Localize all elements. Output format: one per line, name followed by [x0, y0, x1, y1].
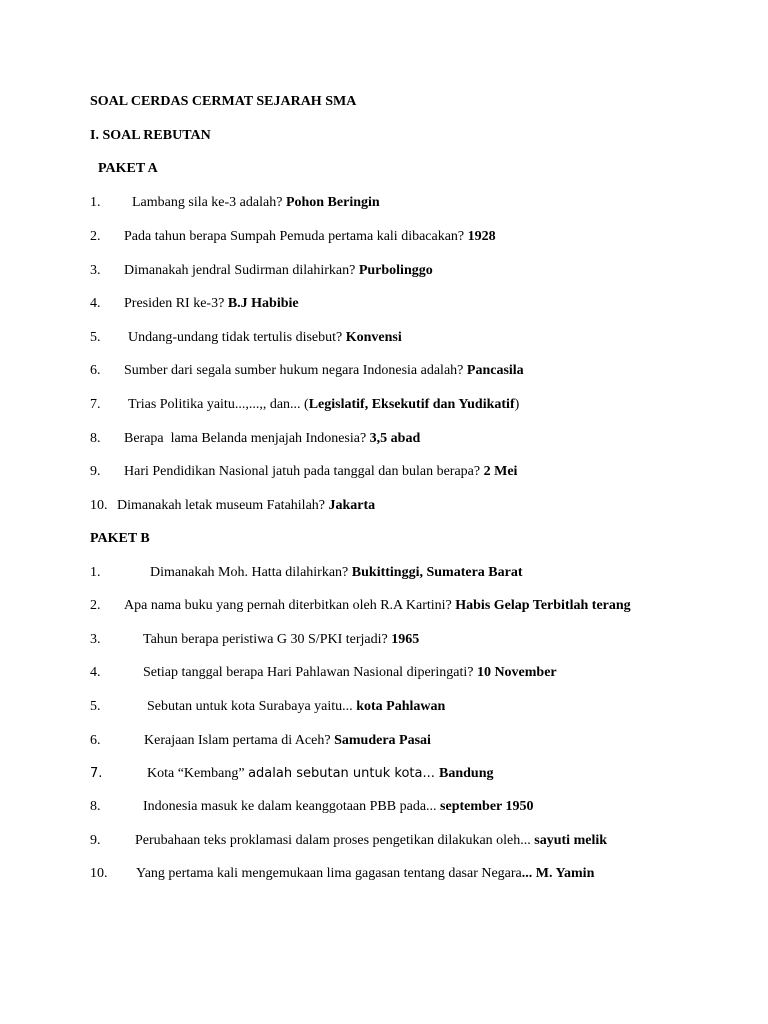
answer-text: Legislatif, Eksekutif dan Yudikatif — [308, 397, 515, 412]
item-question — [136, 865, 594, 883]
question-text: Apa nama buku yang pernah diterbitkan oleh R.A Kartini? — [124, 598, 456, 613]
question-text: Sebutan untuk kota Surabaya yaitu... — [147, 699, 357, 714]
item-number: 10. — [90, 866, 108, 881]
item-question — [150, 564, 523, 582]
item-number: 1. — [90, 195, 101, 210]
item-number: 10. — [90, 498, 108, 513]
item-question — [124, 262, 433, 280]
item-number: 8. — [90, 799, 101, 814]
item-number: 3. — [90, 263, 101, 278]
answer-text: Konvensi — [345, 330, 402, 345]
question-text: Sumber dari segala sumber hukum negara Indonesia adalah? — [124, 363, 467, 378]
item-number: 8. — [90, 431, 101, 446]
item-question — [135, 832, 607, 850]
question-text: Perubahaan teks proklamasi dalam proses pengetikan dilakukan oleh... — [135, 833, 535, 848]
question-prefix: Kota “Kembang” — [147, 766, 249, 781]
question-text: Berapa lama Belanda menjajah Indonesia? — [124, 431, 370, 446]
answer-text: ... M. Yamin — [521, 866, 595, 881]
item-number: 2. — [90, 598, 101, 613]
answer-text: 1965 — [391, 632, 420, 647]
question-text: Dimanakah Moh. Hatta dilahirkan? — [150, 565, 352, 580]
item-number: 4. — [90, 296, 101, 311]
answer-text: Jakarta — [328, 498, 376, 513]
section-heading: I. SOAL REBUTAN — [90, 128, 211, 143]
item-question — [128, 329, 402, 347]
paket-b-heading: PAKET B — [90, 531, 150, 546]
question-text: Setiap tanggal berapa Hari Pahlawan Nasional diperingati? — [143, 665, 477, 680]
item-number: 6. — [90, 733, 101, 748]
item-question — [147, 698, 445, 716]
item-question — [143, 664, 557, 682]
answer-text: B.J Habibie — [227, 296, 299, 311]
question-text: Tahun berapa peristiwa G 30 S/PKI terjadi? — [143, 632, 392, 647]
answer-text: 10 November — [476, 665, 557, 680]
answer-text: september 1950 — [440, 799, 534, 814]
item-question — [143, 631, 419, 649]
item-number: 7. — [90, 766, 103, 781]
question-text: Trias Politika yaitu...,...,, dan... ( — [128, 397, 309, 412]
answer-text: Pohon Beringin — [285, 195, 380, 210]
answer-text: 1928 — [467, 229, 496, 244]
item-question — [117, 497, 375, 515]
item-question — [124, 597, 631, 615]
item-number: 6. — [90, 363, 101, 378]
item-question — [128, 396, 519, 414]
question-text: Pada tahun berapa Sumpah Pemuda pertama kali dibacakan? — [124, 229, 468, 244]
item-question — [124, 430, 420, 448]
item-question — [124, 362, 524, 380]
question-text: Lambang sila ke-3 adalah? — [132, 195, 286, 210]
item-question — [124, 463, 517, 481]
answer-text: Pancasila — [466, 363, 524, 378]
item-question — [124, 228, 496, 246]
document-title: SOAL CERDAS CERMAT SEJARAH SMA — [90, 94, 357, 109]
item-number: 4. — [90, 665, 101, 680]
question-text: adalah sebutan untuk kota... — [248, 766, 439, 781]
answer-text: Bandung — [439, 766, 494, 781]
item-question — [144, 732, 431, 750]
item-number: 5. — [90, 330, 101, 345]
question-text: Indonesia masuk ke dalam keanggotaan PBB pada... — [143, 799, 441, 814]
answer-text: sayuti melik — [534, 833, 608, 848]
item-number: 9. — [90, 464, 101, 479]
item-question — [132, 194, 380, 212]
item-number: 3. — [90, 632, 101, 647]
question-text: Undang-undang tidak tertulis disebut? — [128, 330, 346, 345]
question-text: Hari Pendidikan Nasional jatuh pada tanggal dan bulan berapa? — [124, 464, 484, 479]
answer-text: Samudera Pasai — [334, 733, 431, 748]
item-number: 2. — [90, 229, 101, 244]
item-question — [143, 798, 534, 816]
answer-text: 3,5 abad — [369, 431, 421, 446]
question-suffix: ) — [514, 397, 520, 412]
item-number: 7. — [90, 397, 101, 412]
question-text: Dimanakah jendral Sudirman dilahirkan? — [124, 263, 359, 278]
item-question — [124, 295, 299, 313]
item-number: 9. — [90, 833, 101, 848]
answer-text: Purbolinggo — [358, 263, 433, 278]
answer-text: Bukittinggi, Sumatera Barat — [351, 565, 523, 580]
paket-a-heading: PAKET A — [98, 161, 158, 176]
question-text: Dimanakah letak museum Fatahilah? — [117, 498, 329, 513]
item-number: 1. — [90, 565, 101, 580]
question-text: Presiden RI ke-3? — [124, 296, 228, 311]
answer-text: Habis Gelap Terbitlah terang — [455, 598, 631, 613]
item-number: 5. — [90, 699, 101, 714]
question-text: Kerajaan Islam pertama di Aceh? — [144, 733, 335, 748]
question-text: Yang pertama kali mengemukaan lima gagasan tentang dasar Negara — [136, 866, 522, 881]
item-question — [147, 765, 493, 783]
answer-text: kota Pahlawan — [356, 699, 446, 714]
answer-text: 2 Mei — [483, 464, 518, 479]
